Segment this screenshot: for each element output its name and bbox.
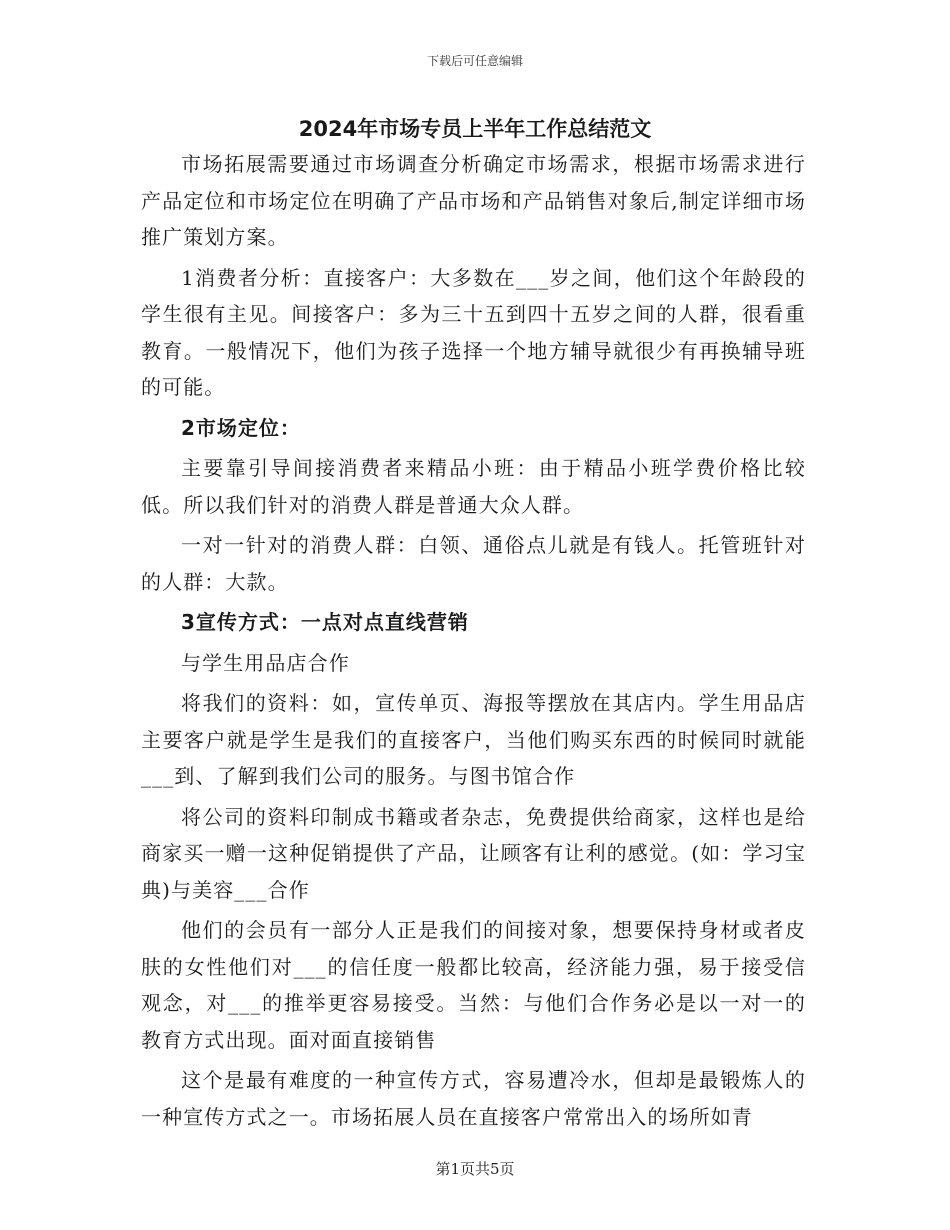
- paragraph-consumer-analysis: 1消费者分析：直接客户：大多数在___岁之间，他们这个年龄段的学生很有主见。间接客户：多为三十五到四十五岁之间的人群，很看重教育。一般情况下，他们为孩子选择一个地方辅导就很少有再换辅导班的可能。: [141, 265, 806, 399]
- paragraph-small-class: 主要靠引导间接消费者来精品小班：由于精品小班学费价格比较低。所以我们针对的消费人群是普通大众人群。: [141, 456, 806, 517]
- heading-promotion-methods: 3宣传方式：一点对点直线营销: [181, 610, 469, 634]
- paragraph-store-materials: 将我们的资料：如，宣传单页、海报等摆放在其店内。学生用品店主要客户就是学生是我们的直接客户，当他们购买东西的时候同时就能___到、了解到我们公司的服务。与图书馆合作: [141, 691, 806, 788]
- document-body: [141, 146, 806, 1135]
- paragraph-direct-sales: 这个是最有难度的一种宣传方式，容易遭冷水，但却是最锻炼人的一种宣传方式之一。市场拓展人员在直接客户常常出入的场所如青: [141, 1068, 806, 1129]
- paragraph-library: 将公司的资料印制成书籍或者杂志，免费提供给商家，这样也是给商家买一赠一这种促销提供了产品，让顾客有让利的感觉。(如：学习宝典)与美容___合作: [141, 804, 806, 902]
- header-note: 下载后可任意编辑: [426, 54, 523, 68]
- heading-market-positioning: 2市场定位：: [181, 415, 301, 440]
- paragraph-intro: 市场拓展需要通过市场调查分析确定市场需求，根据市场需求进行产品定位和市场定位在明确了产品市场和产品销售对象后,制定详细市场推广策划方案。: [141, 152, 806, 249]
- paragraph-stationery-store: 与学生用品店合作: [181, 650, 350, 675]
- paragraph-one-on-one: 一对一针对的消费人群：白领、通俗点儿就是有钱人。托管班针对的人群：大款。: [141, 533, 806, 594]
- page-footer: 第1页共5页: [435, 1160, 515, 1178]
- document-title: 2024年市场专员上半年工作总结范文: [298, 117, 652, 141]
- paragraph-beauty-members: 他们的会员有一部分人正是我们的间接对象，想要保持身材或者皮肤的女性他们对___的信任度一般都比较高，经济能力强，易于接受信观念，对___的推举更容易接受。当然：与他们合作务必是以一对一的教育方式出现。面对面直接销售: [141, 918, 806, 1052]
